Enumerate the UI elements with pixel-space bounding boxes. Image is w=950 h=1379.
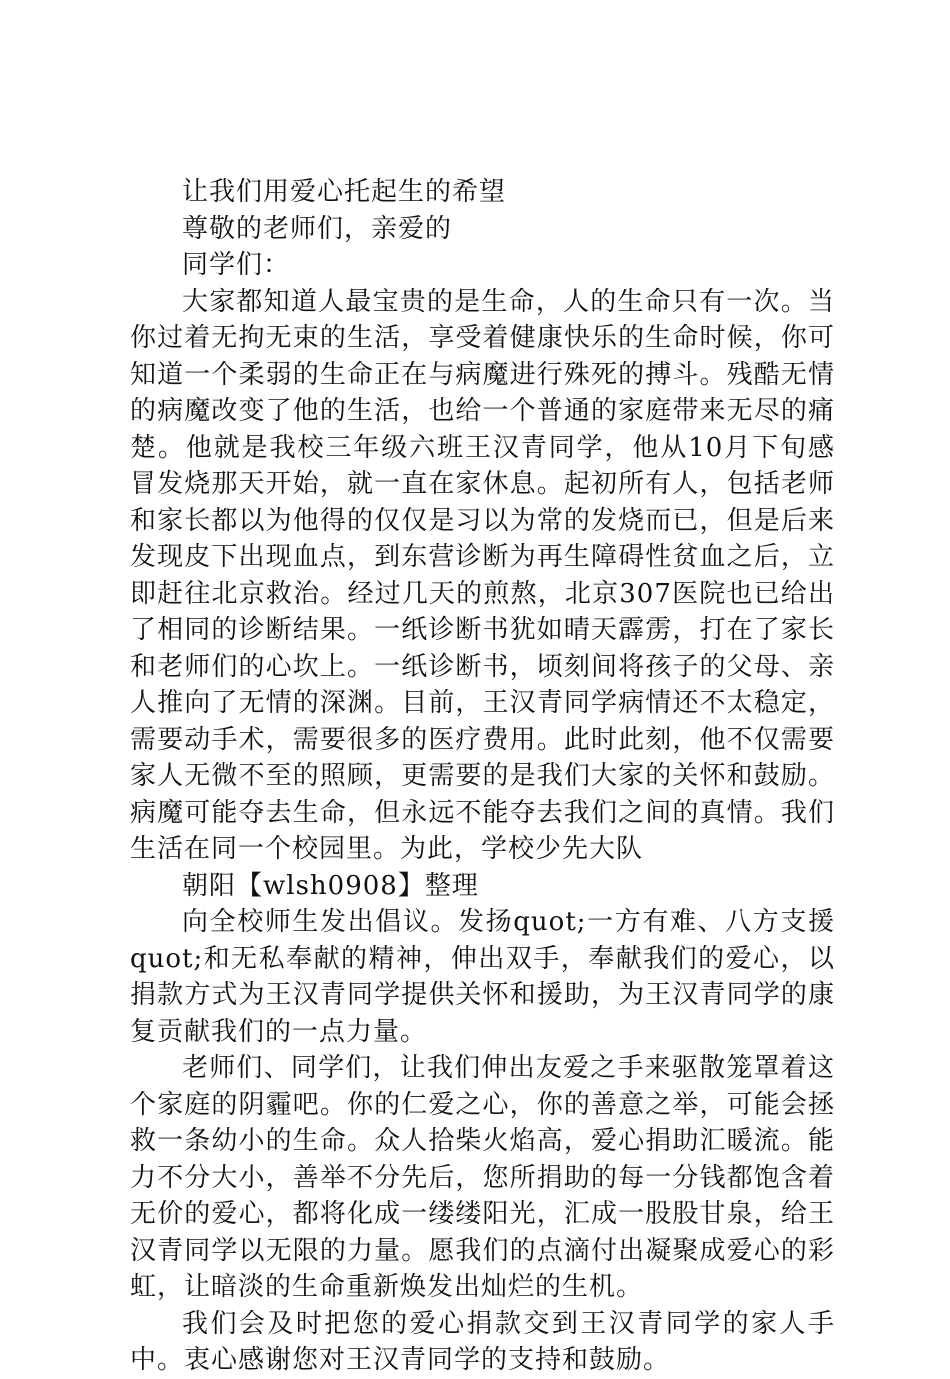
organizer-note: 朝阳【wlsh0908】整理 bbox=[182, 870, 479, 901]
body-paragraph-4: 我们会及时把您的爱心捐款交到王汉青同学的家人手中。衷心感谢您对王汉青同学的支持和鼓励。 bbox=[130, 1308, 835, 1375]
body-paragraph-1: 大家都知道人最宝贵的是生命，人的生命只有一次。当你过着无拘无束的生活，享受着健康快乐的生命时候，你可知道一个柔弱的生命正在与病魔进行殊死的搏斗。残酷无情的病魔改变了他的生活，也给一个普通的家庭带来无尽的痛楚。他就是我校三年级六班王汉青同学，他从10月下旬感冒发烧那天开始，就一直在家休息。起初所有人，包括老师和家长都以为他得的仅仅是习以为常的发烧而已，但是后来发现皮下出现血点，到东营诊断为再生障碍性贫血之后，立即赶往北京救治。经过几天的煎熬，北京307医院也已给出了相同的诊断结果。一纸诊断书犹如晴天霹雳，打在了家长和老师们的心坎上。一纸诊断书，顷刻间将孩子的父母、亲人推向了无情的深渊。目前，王汉青同学病情还不太稳定，需要动手术，需要很多的医疗费用。此时此刻，他不仅需要家人无微不至的照顾，更需要的是我们大家的关怀和鼓励。病魔可能夺去生命，但永远不能夺去我们之间的真情。我们生活在同一个校园里。为此，学校少先大队 bbox=[130, 286, 835, 864]
greeting-line-1: 尊敬的老师们，亲爱的 bbox=[182, 213, 453, 244]
body-paragraph-3: 老师们、同学们，让我们伸出友爱之手来驱散笼罩着这个家庭的阴霾吧。你的仁爱之心，你的善意之举，可能会拯救一条幼小的生命。众人拾柴火焰高，爱心捐助汇暖流。能力不分大小，善举不分先后，您所捐助的每一分钱都饱含着无价的爱心，都将化成一缕缕阳光，汇成一股股甘泉，给王汉青同学以无限的力量。愿我们的点滴付出凝聚成爱心的彩虹，让暗淡的生命重新焕发出灿烂的生机。 bbox=[130, 1053, 835, 1302]
document-body bbox=[130, 174, 835, 1379]
greeting-line-2: 同学们： bbox=[182, 250, 291, 280]
body-paragraph-2: 向全校师生发出倡议。发扬quot;一方有难、八方支援quot;和无私奉献的精神，伸出双手，奉献我们的爱心，以捐款方式为王汉青同学提供关怀和援助，为王汉青同学的康复贡献我们的一点力量。 bbox=[130, 907, 835, 1047]
document-title: 让我们用爱心托起生的希望 bbox=[182, 177, 507, 207]
